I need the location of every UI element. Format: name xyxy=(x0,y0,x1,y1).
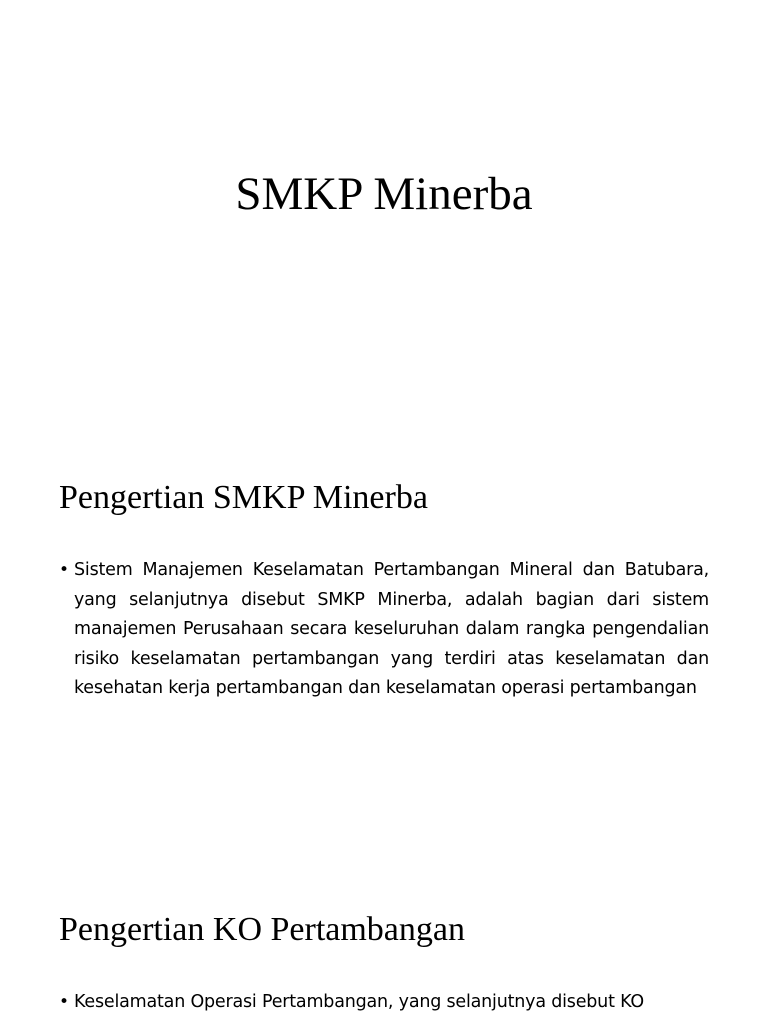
list-item xyxy=(59,988,709,1018)
cover-title: SMKP Minerba xyxy=(235,168,533,220)
slide-pengertian-ko xyxy=(0,864,768,1024)
section-title: Pengertian SMKP Minerba xyxy=(59,479,428,516)
bullet-icon: • xyxy=(59,992,69,1012)
slide-cover xyxy=(0,0,768,432)
bullet-text: Keselamatan Operasi Pertambangan, yang selanjutnya disebut KO xyxy=(74,992,644,1012)
section-title: Pengertian KO Pertambangan xyxy=(59,911,465,948)
bullet-icon: • xyxy=(59,560,69,580)
list-item xyxy=(59,556,709,704)
slide-pengertian-smkp xyxy=(0,432,768,864)
bullet-list xyxy=(59,988,709,1018)
bullet-list xyxy=(59,556,709,704)
bullet-text: Sistem Manajemen Keselamatan Pertambangan Mineral dan Batubara, yang selanjutnya disebut SMKP Minerba, adalah bagian dari sistem manajemen Perusahaan secara keseluruhan dalam rangka pengendalian risiko keselamatan pertambangan yang terdiri atas keselamatan dan kesehatan kerja pertambangan dan keselamatan operasi pertambangan xyxy=(74,560,709,698)
